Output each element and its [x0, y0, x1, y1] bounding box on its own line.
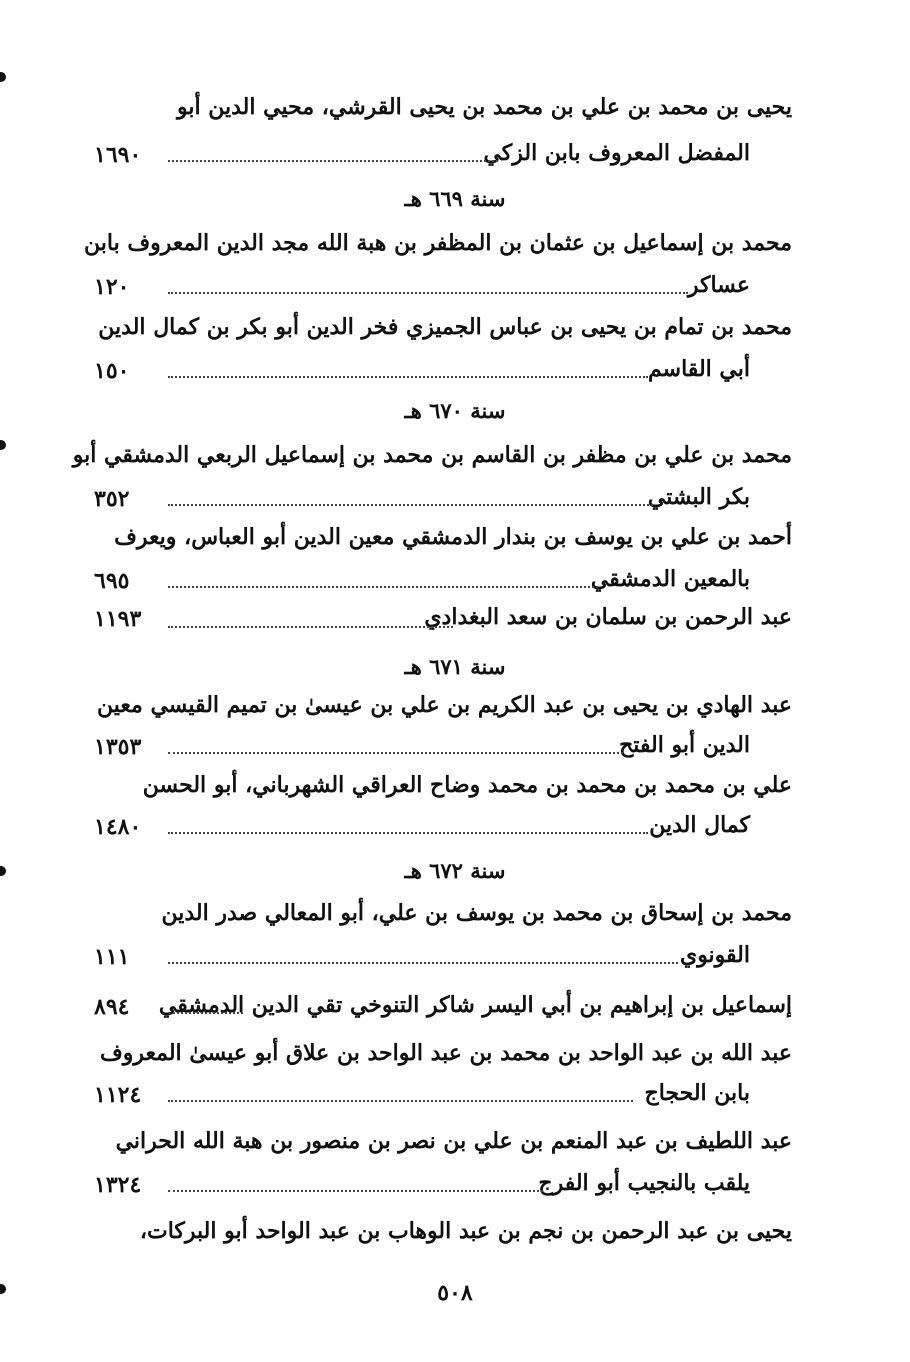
entry-number: ١٣٢٤ [94, 1172, 142, 1198]
page-number: ٥٠٨ [437, 1280, 473, 1306]
entry-continuation: الدين أبو الفتح [619, 732, 750, 758]
entry-number: ١٢٠ [94, 274, 130, 300]
entry-line: محمد بن إسماعيل بن عثمان بن المظفر بن هبة الله مجد الدين المعروف بابن [84, 230, 792, 256]
dot-leader [168, 376, 648, 378]
entry-continuation: المفضل المعروف بابن الزكي [483, 140, 750, 166]
entry-line: أحمد بن علي بن يوسف بن بندار الدمشقي معين الدين أبو العباس، ويعرف [114, 524, 792, 550]
entry-number: ١٥٠ [94, 358, 130, 384]
entry-line: عبد الرحمن بن سلمان بن سعد البغدادي [424, 604, 792, 630]
year-heading: سنة ٦٧٠ هـ [404, 398, 506, 423]
entry-continuation: يلقب بالنجيب أبو الفرج [538, 1170, 750, 1196]
dot-leader [168, 586, 598, 588]
entry-line: إسماعيل بن إبراهيم بن أبي اليسر شاكر التنوخي تقي الدين الدمشقي [158, 992, 792, 1018]
entry-line: عبد اللطيف بن عبد المنعم بن علي بن نصر بن منصور بن هبة الله الحراني [115, 1128, 792, 1154]
entry-number: ١١١ [94, 944, 130, 970]
binding-hole-mark [0, 440, 6, 450]
entry-continuation: القونوي [679, 942, 750, 968]
entry-line: عبد الله بن عبد الواحد بن محمد بن عبد الواحد بن علاق أبو عيسىٰ المعروف [99, 1040, 792, 1066]
entry-line: يحيى بن عبد الرحمن بن نجم بن عبد الوهاب بن عبد الواحد أبو البركات، [139, 1218, 792, 1244]
dot-leader [168, 1100, 633, 1102]
dot-leader [168, 832, 648, 834]
dot-leader [168, 504, 653, 506]
entry-continuation: كمال الدين [649, 812, 750, 838]
entry-number: ٨٩٤ [94, 994, 130, 1020]
binding-hole-mark [0, 72, 6, 82]
dot-leader [168, 1012, 243, 1014]
entry-continuation: بكر البشتي [647, 484, 750, 510]
entry-line: عبد الهادي بن يحيى بن عبد الكريم بن علي بن عيسىٰ بن تميم القيسي معين [97, 692, 792, 718]
dot-leader [168, 752, 623, 754]
entry-continuation: أبي القاسم [648, 356, 750, 382]
entry-line: محمد بن علي بن مظفر بن القاسم بن محمد بن إسماعيل الربعي الدمشقي أبو [72, 442, 792, 468]
entry-number: ١١٩٣ [94, 606, 142, 632]
entry-number: ١٦٩٠ [94, 142, 142, 168]
entry-number: ٦٩٥ [94, 568, 130, 594]
dot-leader [168, 962, 678, 964]
entry-line: يحيى بن محمد بن علي بن محمد بن يحيى القرشي، محيي الدين أبو [177, 94, 792, 120]
year-heading: سنة ٦٧١ هـ [404, 654, 506, 679]
entry-number: ١٤٨٠ [94, 814, 142, 840]
entry-continuation: بابن الحجاج [644, 1080, 750, 1106]
entry-number: ٣٥٢ [94, 486, 130, 512]
dot-leader [168, 292, 688, 294]
entry-number: ١١٢٤ [94, 1082, 142, 1108]
entry-line: محمد بن تمام بن يحيى بن عباس الجميزي فخر الدين أبو بكر بن كمال الدين [98, 314, 792, 340]
entry-line: علي بن محمد بن محمد بن محمد وضاح العراقي الشهرباني، أبو الحسن [142, 772, 792, 798]
dot-leader [168, 626, 453, 628]
dot-leader [168, 160, 498, 162]
entry-number: ١٣٥٣ [94, 734, 142, 760]
entry-continuation: بالمعين الدمشقي [590, 566, 750, 592]
dot-leader [168, 1190, 543, 1192]
year-heading: سنة ٦٧٢ هـ [404, 858, 506, 883]
entry-line: محمد بن إسحاق بن محمد بن يوسف بن علي، أبو المعالي صدر الدين [161, 900, 792, 926]
year-heading: سنة ٦٦٩ هـ [404, 186, 506, 211]
entry-continuation: عساكر [687, 272, 750, 298]
